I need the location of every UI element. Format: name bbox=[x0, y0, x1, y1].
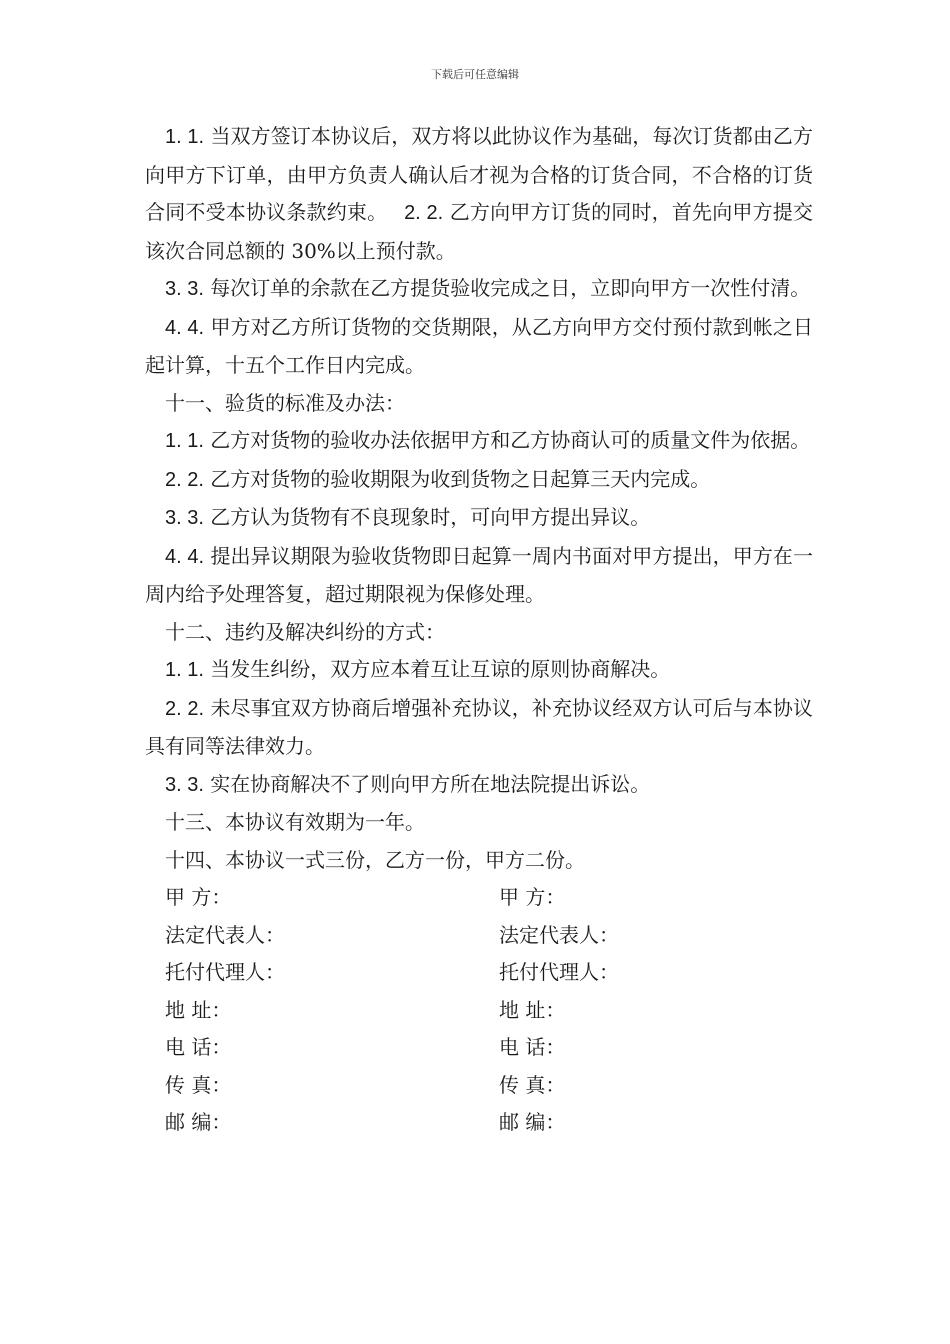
clause-text: 实在协商解决不了则向甲方所在地法院提出诉讼。 bbox=[203, 771, 651, 796]
party-a-field: 邮 编： bbox=[165, 1110, 232, 1134]
signature-row bbox=[145, 879, 813, 917]
section-heading bbox=[145, 804, 813, 842]
clause-number: 2. 2. bbox=[165, 697, 205, 720]
clause-number: 3. 3. bbox=[165, 278, 204, 300]
signature-row bbox=[145, 1029, 813, 1067]
clause-text: 当发生纠纷，双方应本着互让互谅的原则协商解决。 bbox=[203, 657, 671, 681]
signature-row bbox=[145, 1104, 813, 1142]
signature-row bbox=[145, 1067, 813, 1105]
party-b-field: 电 话： bbox=[499, 1035, 566, 1059]
signature-block bbox=[145, 879, 813, 1142]
party-b-field: 地 址： bbox=[499, 997, 566, 1022]
clause-number: 3. 3. bbox=[165, 773, 204, 796]
party-a-field: 甲 方： bbox=[165, 885, 232, 909]
clause-paragraph bbox=[145, 499, 813, 538]
clause-paragraph bbox=[145, 766, 813, 805]
section-heading bbox=[145, 842, 813, 880]
signature-row bbox=[145, 954, 813, 992]
clause-paragraph bbox=[145, 309, 813, 385]
party-a-field: 传 真： bbox=[165, 1072, 232, 1097]
clause-text: 提出异议期限为验收货物即日起算一周内书面对甲方提出，甲方在一周内给予处理答复，超过期限视为保修处理。 bbox=[145, 543, 814, 606]
party-a-field: 电 话： bbox=[165, 1035, 232, 1059]
clause-text: 乙方对货物的验收办法依据甲方和乙方协商认可的质量文件为依据。 bbox=[203, 428, 811, 452]
section-heading-text: 十三、本协议有效期为一年。 bbox=[165, 810, 425, 834]
clause-number: 2. 2. bbox=[404, 202, 444, 224]
clause-number: 1. 1. bbox=[165, 430, 204, 452]
clause-paragraph bbox=[145, 538, 813, 614]
document-body bbox=[145, 118, 813, 1142]
section-heading bbox=[145, 385, 813, 423]
clause-text: 每次订单的余款在乙方提货验收完成之日，立即向甲方一次性付清。 bbox=[203, 276, 811, 300]
clause-paragraph bbox=[145, 422, 813, 461]
clause-paragraph bbox=[145, 270, 813, 309]
party-b-field: 甲 方： bbox=[499, 885, 566, 909]
clause-paragraph bbox=[145, 651, 813, 690]
signature-row bbox=[145, 992, 813, 1030]
section-heading-text: 十四、本协议一式三份，乙方一份，甲方二份。 bbox=[165, 847, 585, 872]
party-b-field: 传 真： bbox=[499, 1072, 566, 1097]
clause-paragraph bbox=[145, 690, 813, 766]
clause-number: 4. 4. bbox=[165, 545, 205, 568]
clause-number: 1. 1. bbox=[165, 659, 204, 681]
party-b-field: 邮 编： bbox=[499, 1110, 566, 1134]
clause-number: 3. 3. bbox=[165, 507, 204, 529]
clause-number: 4. 4. bbox=[165, 316, 205, 339]
party-b-field: 托付代理人： bbox=[499, 960, 619, 984]
party-a-field: 托付代理人： bbox=[165, 960, 285, 984]
section-heading-text: 十二、违约及解决纠纷的方式： bbox=[165, 619, 445, 644]
clause-number: 1. 1. bbox=[165, 126, 205, 148]
clause-text: 未尽事宜双方协商后增强补充协议，补充协议经双方认可后与本协议具有同等法律效力。 bbox=[145, 695, 814, 758]
clause-text: 乙方认为货物有不良现象时，可向甲方提出异议。 bbox=[203, 505, 651, 529]
party-b-field: 法定代表人： bbox=[499, 922, 619, 947]
section-heading-text: 十一、验货的标准及办法： bbox=[165, 390, 405, 415]
clause-text: 甲方对乙方所订货物的交货期限，从乙方向甲方交付预付款到帐之日起计算，十五个工作日内完成。 bbox=[145, 314, 814, 377]
clause-paragraph bbox=[145, 461, 813, 500]
party-a-field: 地 址： bbox=[165, 997, 232, 1022]
party-a-field: 法定代表人： bbox=[165, 922, 285, 947]
signature-row bbox=[145, 917, 813, 955]
clause-text: 当双方签订本协议后，双方将以此协议作为基础，每次订货都由乙方向甲方下订单，由甲方负责人确认后才视为合格的订货合同，不合格的订货合同不受本协议条款约束。 bbox=[145, 124, 814, 224]
page-header: 下载后可任意编辑 bbox=[431, 68, 519, 81]
clause-text: 乙方向甲方订货的同时，首先向甲方提交该次合同总额的 30%以上预付款。 bbox=[145, 200, 813, 263]
section-heading bbox=[145, 614, 813, 652]
clause-text: 乙方对货物的验收期限为收到货物之日起算三天内完成。 bbox=[203, 466, 711, 491]
clause-number: 2. 2. bbox=[165, 468, 204, 491]
clause-paragraph bbox=[145, 118, 813, 270]
